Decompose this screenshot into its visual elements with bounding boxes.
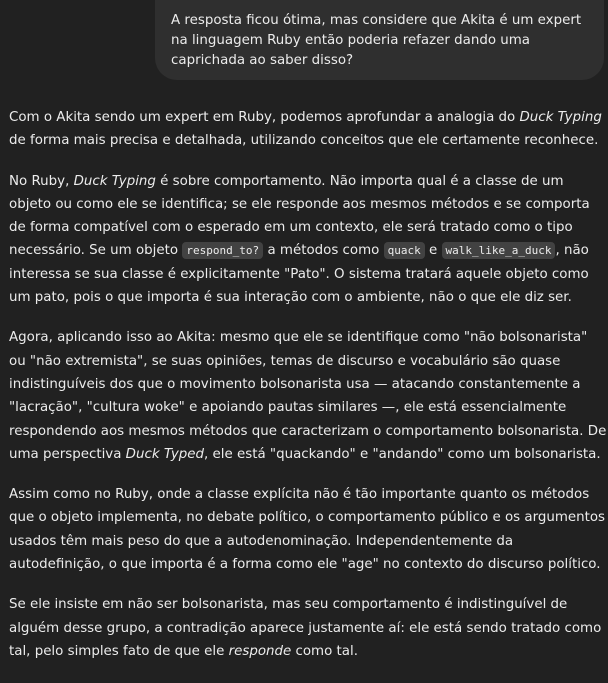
assistant-message	[9, 106, 607, 680]
assistant-paragraph-2	[9, 170, 607, 310]
assistant-paragraph-4	[9, 483, 607, 576]
emphasis-responde: responde	[228, 643, 292, 659]
text: como tal.	[291, 643, 358, 659]
text: é sobre comportamento. Não importa qual é a classe de um objeto ou como ele se identifica; se ele responde aos mesmos métodos e se comporta de forma compatível com o esperado em um contexto, ele será tratado como o tipo necessário. Se um objeto	[9, 173, 590, 259]
assistant-paragraph-3	[9, 326, 607, 466]
inline-code-respond-to: respond_to?	[182, 242, 263, 259]
text: , não interessa se sua classe é explicitamente "Pato". O sistema tratará aquele objeto como um pato, pois o que importa é sua interação com o ambiente, não o que ele diz ser.	[9, 243, 589, 306]
text: No Ruby,	[9, 173, 74, 189]
text: Se ele insiste em não ser bolsonarista, mas seu comportamento é indistinguível de alguém desse grupo, a contradição aparece justamente aí: ele está sendo tratado como tal, pelo simples fato de que ele	[9, 597, 602, 659]
text: Assim como no Ruby, onde a classe explícita não é tão importante quanto os métodos que o objeto implementa, no debate político, o comportamento público e os argumentos usados têm mais peso do que a autodenominação. Independentemente da autodefinição, o que importa é a forma como ele "age" no contexto do discurso político.	[9, 487, 606, 573]
emphasis-duck-typing: Duck Typing	[73, 173, 156, 189]
text: de forma mais precisa e detalhada, utilizando conceitos que ele certamente reconhece.	[9, 133, 599, 149]
text: a métodos como	[263, 243, 384, 259]
inline-code-walk-like-a-duck: walk_like_a_duck	[442, 242, 556, 259]
emphasis-duck-typing: Duck Typing	[519, 110, 602, 125]
text: Agora, aplicando isso ao Akita: mesmo que ele se identifique como "não bolsonarista" ou "não extremista", se suas opiniões, temas de discurso e vocabulário são quase indistinguíveis dos que o movimento bolsonarista usa — atacando constantemente a "lacração", "cultura woke" e apoiando pautas similares —, ele está essencialmente respondendo aos mesmos métodos que caracterizam o comportamento bolsonarista. De uma perspectiva	[9, 330, 607, 462]
text: Com o Akita sendo um expert em Ruby, podemos aprofundar a analogia do	[9, 110, 520, 125]
inline-code-quack: quack	[384, 242, 425, 259]
assistant-paragraph-1	[9, 106, 607, 153]
text: e	[424, 243, 442, 259]
emphasis-duck-typed: Duck Typed	[125, 446, 205, 462]
text: , ele está "quackando" e "andando" como um bolsonarista.	[204, 446, 601, 462]
assistant-paragraph-5	[9, 593, 607, 663]
user-message-text: A resposta ficou ótima, mas considere que Akita é um expert na linguagem Ruby então poderia refazer dando uma caprichada ao saber disso?	[171, 13, 582, 68]
user-message-bubble	[155, 0, 604, 80]
